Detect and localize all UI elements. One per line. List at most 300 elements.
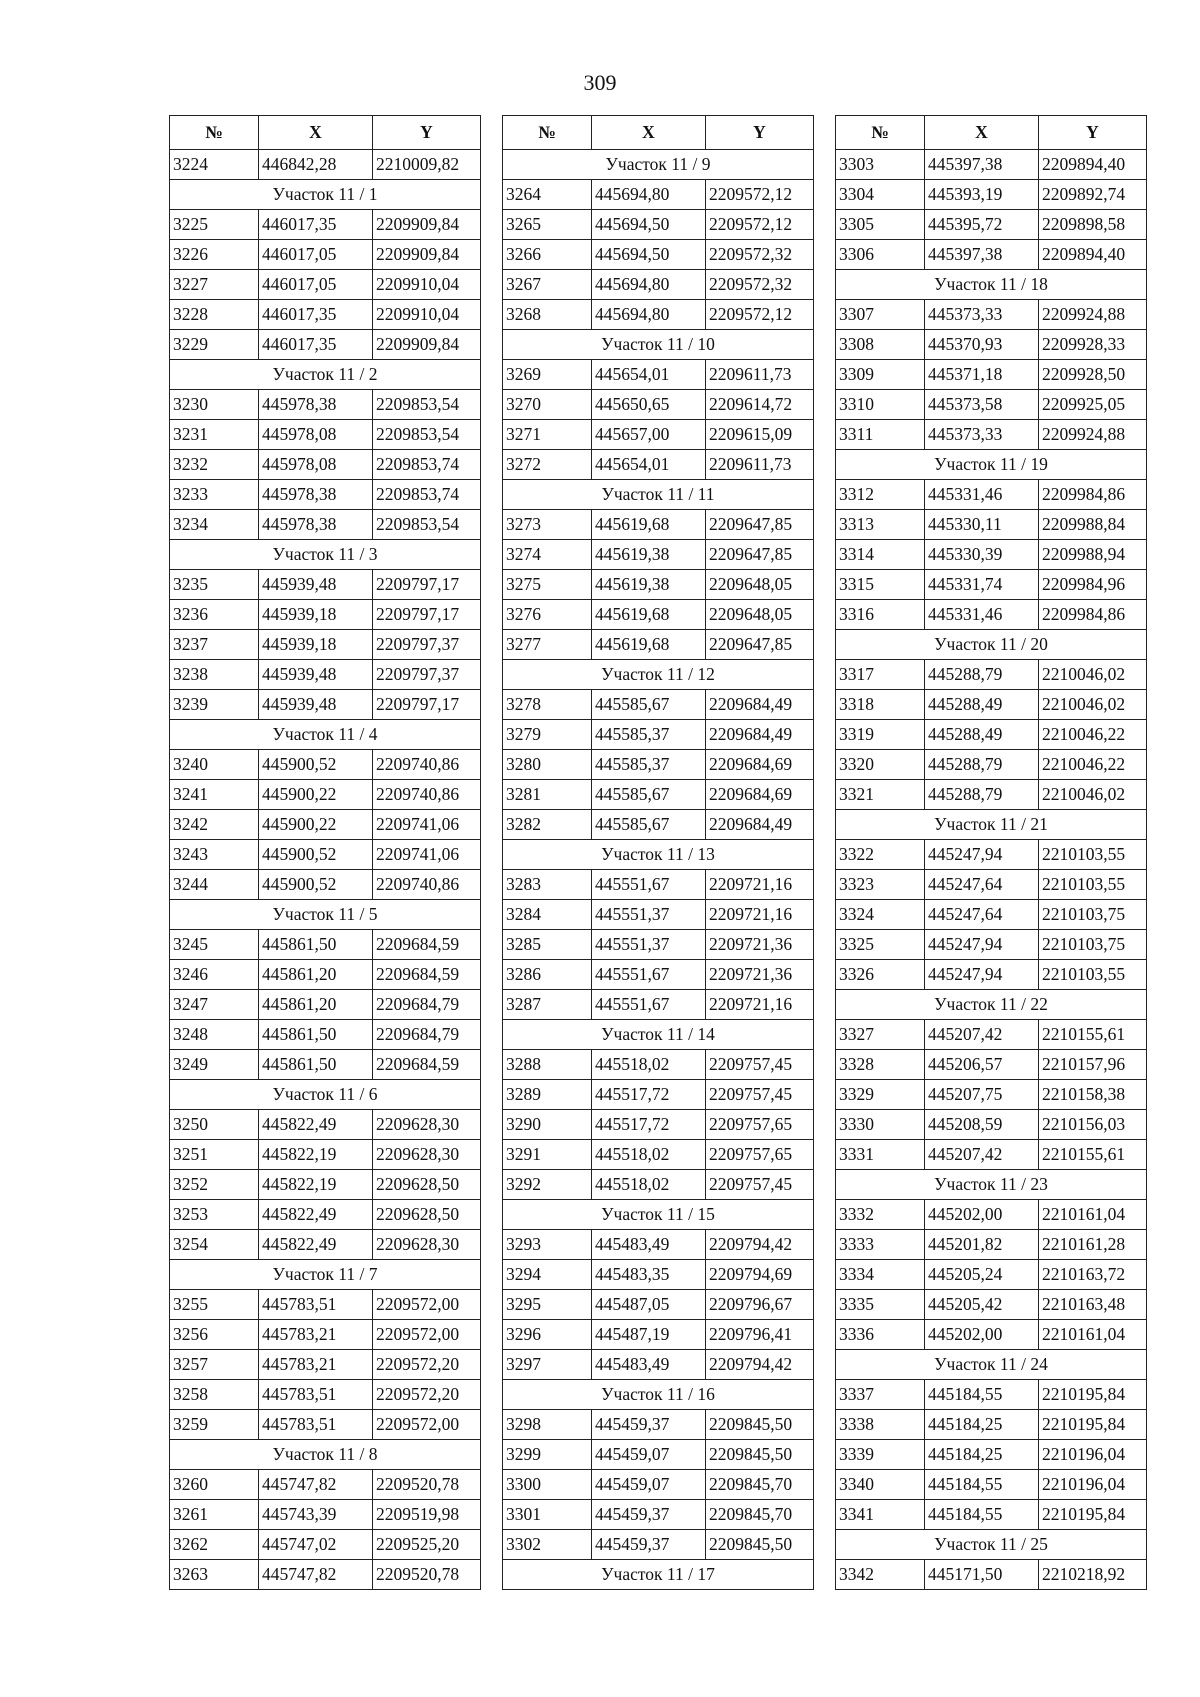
section-label: Участок 11 / 9	[503, 150, 814, 180]
y-coordinate-cell: 2209757,45	[706, 1170, 814, 1200]
x-coordinate-cell: 445822,49	[259, 1230, 373, 1260]
table-row	[170, 1050, 481, 1080]
y-coordinate-cell: 2209684,49	[706, 810, 814, 840]
section-label: Участок 11 / 25	[836, 1530, 1147, 1560]
section-label: Участок 11 / 8	[170, 1440, 481, 1470]
x-coordinate-cell: 445395,72	[925, 210, 1039, 240]
table-row	[170, 510, 481, 540]
table-row	[836, 1500, 1147, 1530]
x-coordinate-cell: 445619,38	[592, 540, 706, 570]
x-coordinate-cell: 445247,64	[925, 870, 1039, 900]
header-number: №	[836, 116, 925, 150]
y-coordinate-cell: 2209892,74	[1039, 180, 1147, 210]
header-y: Y	[373, 116, 481, 150]
section-label: Участок 11 / 10	[503, 330, 814, 360]
y-coordinate-cell: 2210161,04	[1039, 1320, 1147, 1350]
x-coordinate-cell: 445483,49	[592, 1230, 706, 1260]
point-number-cell: 3282	[503, 810, 592, 840]
x-coordinate-cell: 445370,93	[925, 330, 1039, 360]
table-row	[836, 1320, 1147, 1350]
y-coordinate-cell: 2209614,72	[706, 390, 814, 420]
point-number-cell: 3336	[836, 1320, 925, 1350]
point-number-cell: 3324	[836, 900, 925, 930]
point-number-cell: 3230	[170, 390, 259, 420]
section-label: Участок 11 / 16	[503, 1380, 814, 1410]
x-coordinate-cell: 445288,79	[925, 660, 1039, 690]
x-coordinate-cell: 445822,19	[259, 1140, 373, 1170]
table-row	[170, 1560, 481, 1590]
x-coordinate-cell: 445288,79	[925, 780, 1039, 810]
table-row	[170, 300, 481, 330]
point-number-cell: 3239	[170, 690, 259, 720]
y-coordinate-cell: 2209572,00	[373, 1290, 481, 1320]
y-coordinate-cell: 2209853,54	[373, 390, 481, 420]
table-row	[170, 210, 481, 240]
y-coordinate-cell: 2209572,12	[706, 180, 814, 210]
table-row	[503, 420, 814, 450]
point-number-cell: 3298	[503, 1410, 592, 1440]
table-row	[836, 750, 1147, 780]
table-row	[503, 210, 814, 240]
x-coordinate-cell: 445694,80	[592, 180, 706, 210]
header-x: X	[259, 116, 373, 150]
x-coordinate-cell: 445184,25	[925, 1440, 1039, 1470]
y-coordinate-cell: 2210103,55	[1039, 840, 1147, 870]
section-row	[170, 1260, 481, 1290]
point-number-cell: 3296	[503, 1320, 592, 1350]
point-number-cell: 3305	[836, 210, 925, 240]
y-coordinate-cell: 2209628,30	[373, 1140, 481, 1170]
y-coordinate-cell: 2209797,17	[373, 690, 481, 720]
y-coordinate-cell: 2210195,84	[1039, 1410, 1147, 1440]
point-number-cell: 3303	[836, 150, 925, 180]
point-number-cell: 3327	[836, 1020, 925, 1050]
y-coordinate-cell: 2209909,84	[373, 210, 481, 240]
y-coordinate-cell: 2210103,75	[1039, 930, 1147, 960]
x-coordinate-cell: 445202,00	[925, 1320, 1039, 1350]
point-number-cell: 3276	[503, 600, 592, 630]
x-coordinate-cell: 445783,51	[259, 1410, 373, 1440]
x-coordinate-cell: 445939,18	[259, 630, 373, 660]
x-coordinate-cell: 445247,94	[925, 930, 1039, 960]
x-coordinate-cell: 445861,20	[259, 960, 373, 990]
y-coordinate-cell: 2209988,84	[1039, 510, 1147, 540]
y-coordinate-cell: 2209572,12	[706, 300, 814, 330]
x-coordinate-cell: 445205,24	[925, 1260, 1039, 1290]
section-label: Участок 11 / 17	[503, 1560, 814, 1590]
point-number-cell: 3288	[503, 1050, 592, 1080]
table-row	[503, 1050, 814, 1080]
table-row	[503, 1320, 814, 1350]
y-coordinate-cell: 2210196,04	[1039, 1470, 1147, 1500]
point-number-cell: 3249	[170, 1050, 259, 1080]
table-row	[836, 570, 1147, 600]
y-coordinate-cell: 2209628,30	[373, 1230, 481, 1260]
x-coordinate-cell: 445551,37	[592, 930, 706, 960]
point-number-cell: 3290	[503, 1110, 592, 1140]
table-row	[170, 1110, 481, 1140]
y-coordinate-cell: 2209797,17	[373, 570, 481, 600]
y-coordinate-cell: 2209845,50	[706, 1440, 814, 1470]
y-coordinate-cell: 2210161,28	[1039, 1230, 1147, 1260]
table-row	[170, 1380, 481, 1410]
y-coordinate-cell: 2209572,00	[373, 1320, 481, 1350]
point-number-cell: 3316	[836, 600, 925, 630]
y-coordinate-cell: 2209684,79	[373, 990, 481, 1020]
table-row	[170, 1320, 481, 1350]
x-coordinate-cell: 446842,28	[259, 150, 373, 180]
section-row	[170, 1440, 481, 1470]
table-row	[503, 510, 814, 540]
table-row	[836, 660, 1147, 690]
y-coordinate-cell: 2210156,03	[1039, 1110, 1147, 1140]
y-coordinate-cell: 2209853,74	[373, 450, 481, 480]
table-row	[170, 1140, 481, 1170]
point-number-cell: 3265	[503, 210, 592, 240]
table-row	[836, 1140, 1147, 1170]
table-row	[170, 1200, 481, 1230]
point-number-cell: 3317	[836, 660, 925, 690]
x-coordinate-cell: 445483,49	[592, 1350, 706, 1380]
point-number-cell: 3274	[503, 540, 592, 570]
point-number-cell: 3253	[170, 1200, 259, 1230]
table-row	[503, 600, 814, 630]
y-coordinate-cell: 2209757,45	[706, 1050, 814, 1080]
x-coordinate-cell: 445861,50	[259, 1020, 373, 1050]
point-number-cell: 3252	[170, 1170, 259, 1200]
point-number-cell: 3259	[170, 1410, 259, 1440]
table-row	[170, 270, 481, 300]
y-coordinate-cell: 2209924,88	[1039, 300, 1147, 330]
table-row	[836, 420, 1147, 450]
x-coordinate-cell: 445900,52	[259, 750, 373, 780]
section-row	[836, 630, 1147, 660]
table-row	[836, 1470, 1147, 1500]
y-coordinate-cell: 2209572,00	[373, 1410, 481, 1440]
table-row	[170, 990, 481, 1020]
point-number-cell: 3225	[170, 210, 259, 240]
table-row	[836, 1200, 1147, 1230]
x-coordinate-cell: 446017,35	[259, 300, 373, 330]
table-row	[503, 570, 814, 600]
x-coordinate-cell: 445861,50	[259, 930, 373, 960]
x-coordinate-cell: 445654,01	[592, 450, 706, 480]
table-row	[836, 1260, 1147, 1290]
table-row	[170, 690, 481, 720]
x-coordinate-cell: 445459,07	[592, 1440, 706, 1470]
table-row	[503, 1170, 814, 1200]
y-coordinate-cell: 2209794,42	[706, 1350, 814, 1380]
point-number-cell: 3273	[503, 510, 592, 540]
y-coordinate-cell: 2209797,37	[373, 630, 481, 660]
point-number-cell: 3297	[503, 1350, 592, 1380]
x-coordinate-cell: 445585,37	[592, 750, 706, 780]
x-coordinate-cell: 445657,00	[592, 420, 706, 450]
table-row	[503, 750, 814, 780]
point-number-cell: 3325	[836, 930, 925, 960]
x-coordinate-cell: 445202,00	[925, 1200, 1039, 1230]
x-coordinate-cell: 445939,18	[259, 600, 373, 630]
y-coordinate-cell: 2209984,96	[1039, 570, 1147, 600]
point-number-cell: 3310	[836, 390, 925, 420]
y-coordinate-cell: 2209898,58	[1039, 210, 1147, 240]
x-coordinate-cell: 445207,42	[925, 1140, 1039, 1170]
point-number-cell: 3286	[503, 960, 592, 990]
x-coordinate-cell: 446017,35	[259, 330, 373, 360]
x-coordinate-cell: 445783,51	[259, 1380, 373, 1410]
header-x: X	[925, 116, 1039, 150]
y-coordinate-cell: 2209525,20	[373, 1530, 481, 1560]
x-coordinate-cell: 445393,19	[925, 180, 1039, 210]
point-number-cell: 3247	[170, 990, 259, 1020]
y-coordinate-cell: 2210158,38	[1039, 1080, 1147, 1110]
table-row	[170, 1350, 481, 1380]
table-row	[170, 1470, 481, 1500]
x-coordinate-cell: 445747,02	[259, 1530, 373, 1560]
table-row	[503, 360, 814, 390]
point-number-cell: 3301	[503, 1500, 592, 1530]
point-number-cell: 3323	[836, 870, 925, 900]
y-coordinate-cell: 2209740,86	[373, 750, 481, 780]
y-coordinate-cell: 2209928,33	[1039, 330, 1147, 360]
x-coordinate-cell: 445247,94	[925, 960, 1039, 990]
point-number-cell: 3337	[836, 1380, 925, 1410]
point-number-cell: 3341	[836, 1500, 925, 1530]
table-row	[503, 720, 814, 750]
x-coordinate-cell: 445206,57	[925, 1050, 1039, 1080]
table-row	[170, 840, 481, 870]
table-row	[503, 1410, 814, 1440]
table-row	[170, 1410, 481, 1440]
x-coordinate-cell: 445939,48	[259, 660, 373, 690]
y-coordinate-cell: 2209853,74	[373, 480, 481, 510]
y-coordinate-cell: 2210046,22	[1039, 720, 1147, 750]
y-coordinate-cell: 2209853,54	[373, 420, 481, 450]
table-row	[503, 390, 814, 420]
point-number-cell: 3294	[503, 1260, 592, 1290]
y-coordinate-cell: 2209845,50	[706, 1530, 814, 1560]
x-coordinate-cell: 445371,18	[925, 360, 1039, 390]
y-coordinate-cell: 2209797,17	[373, 600, 481, 630]
x-coordinate-cell: 445397,38	[925, 150, 1039, 180]
section-row	[503, 1380, 814, 1410]
point-number-cell: 3277	[503, 630, 592, 660]
y-coordinate-cell: 2210155,61	[1039, 1140, 1147, 1170]
x-coordinate-cell: 445619,38	[592, 570, 706, 600]
x-coordinate-cell: 445551,37	[592, 900, 706, 930]
x-coordinate-cell: 445822,19	[259, 1170, 373, 1200]
x-coordinate-cell: 445373,33	[925, 300, 1039, 330]
x-coordinate-cell: 445459,37	[592, 1500, 706, 1530]
x-coordinate-cell: 445585,37	[592, 720, 706, 750]
y-coordinate-cell: 2209721,16	[706, 900, 814, 930]
table-row	[170, 1530, 481, 1560]
y-coordinate-cell: 2209684,59	[373, 930, 481, 960]
point-number-cell: 3267	[503, 270, 592, 300]
point-number-cell: 3315	[836, 570, 925, 600]
point-number-cell: 3260	[170, 1470, 259, 1500]
x-coordinate-cell: 445518,02	[592, 1140, 706, 1170]
y-coordinate-cell: 2210218,92	[1039, 1560, 1147, 1590]
section-row	[836, 1350, 1147, 1380]
y-coordinate-cell: 2209740,86	[373, 870, 481, 900]
section-label: Участок 11 / 14	[503, 1020, 814, 1050]
section-row	[170, 1080, 481, 1110]
y-coordinate-cell: 2209519,98	[373, 1500, 481, 1530]
y-coordinate-cell: 2209909,84	[373, 240, 481, 270]
x-coordinate-cell: 445184,25	[925, 1410, 1039, 1440]
y-coordinate-cell: 2209628,50	[373, 1200, 481, 1230]
point-number-cell: 3246	[170, 960, 259, 990]
point-number-cell: 3242	[170, 810, 259, 840]
y-coordinate-cell: 2209647,85	[706, 510, 814, 540]
table-row	[836, 690, 1147, 720]
y-coordinate-cell: 2209628,50	[373, 1170, 481, 1200]
table-row	[170, 1020, 481, 1050]
y-coordinate-cell: 2209520,78	[373, 1470, 481, 1500]
point-number-cell: 3280	[503, 750, 592, 780]
y-coordinate-cell: 2209721,36	[706, 930, 814, 960]
point-number-cell: 3224	[170, 150, 259, 180]
x-coordinate-cell: 445822,49	[259, 1110, 373, 1140]
point-number-cell: 3237	[170, 630, 259, 660]
table-row	[836, 1080, 1147, 1110]
y-coordinate-cell: 2209648,05	[706, 570, 814, 600]
y-coordinate-cell: 2209984,86	[1039, 600, 1147, 630]
y-coordinate-cell: 2209988,94	[1039, 540, 1147, 570]
x-coordinate-cell: 445373,58	[925, 390, 1039, 420]
table-header-row	[836, 116, 1147, 150]
point-number-cell: 3251	[170, 1140, 259, 1170]
y-coordinate-cell: 2209894,40	[1039, 240, 1147, 270]
x-coordinate-cell: 445551,67	[592, 870, 706, 900]
section-row	[836, 1530, 1147, 1560]
point-number-cell: 3256	[170, 1320, 259, 1350]
y-coordinate-cell: 2209894,40	[1039, 150, 1147, 180]
coordinate-table-2	[502, 115, 814, 1590]
point-number-cell: 3241	[170, 780, 259, 810]
table-row	[836, 330, 1147, 360]
point-number-cell: 3332	[836, 1200, 925, 1230]
point-number-cell: 3244	[170, 870, 259, 900]
table-row	[503, 780, 814, 810]
section-row	[503, 1200, 814, 1230]
point-number-cell: 3340	[836, 1470, 925, 1500]
point-number-cell: 3281	[503, 780, 592, 810]
point-number-cell: 3291	[503, 1140, 592, 1170]
section-label: Участок 11 / 21	[836, 810, 1147, 840]
section-label: Участок 11 / 4	[170, 720, 481, 750]
x-coordinate-cell: 445783,21	[259, 1350, 373, 1380]
table-row	[503, 960, 814, 990]
x-coordinate-cell: 445747,82	[259, 1560, 373, 1590]
point-number-cell: 3302	[503, 1530, 592, 1560]
point-number-cell: 3248	[170, 1020, 259, 1050]
point-number-cell: 3250	[170, 1110, 259, 1140]
x-coordinate-cell: 445331,46	[925, 600, 1039, 630]
y-coordinate-cell: 2209572,32	[706, 240, 814, 270]
table-row	[836, 960, 1147, 990]
x-coordinate-cell: 445619,68	[592, 600, 706, 630]
point-number-cell: 3264	[503, 180, 592, 210]
x-coordinate-cell: 445247,64	[925, 900, 1039, 930]
table-row	[170, 1170, 481, 1200]
y-coordinate-cell: 2210163,48	[1039, 1290, 1147, 1320]
point-number-cell: 3307	[836, 300, 925, 330]
table-row	[836, 930, 1147, 960]
table-row	[503, 1350, 814, 1380]
section-row	[503, 480, 814, 510]
x-coordinate-cell: 445939,48	[259, 570, 373, 600]
y-coordinate-cell: 2210155,61	[1039, 1020, 1147, 1050]
point-number-cell: 3268	[503, 300, 592, 330]
table-row	[170, 810, 481, 840]
x-coordinate-cell: 445483,35	[592, 1260, 706, 1290]
x-coordinate-cell: 445331,74	[925, 570, 1039, 600]
y-coordinate-cell: 2209684,69	[706, 780, 814, 810]
y-coordinate-cell: 2209572,12	[706, 210, 814, 240]
table-row	[836, 780, 1147, 810]
x-coordinate-cell: 445208,59	[925, 1110, 1039, 1140]
section-label: Участок 11 / 19	[836, 450, 1147, 480]
table-row	[503, 870, 814, 900]
table-row	[503, 540, 814, 570]
section-row	[170, 180, 481, 210]
table-row	[836, 150, 1147, 180]
x-coordinate-cell: 446017,35	[259, 210, 373, 240]
x-coordinate-cell: 445978,38	[259, 390, 373, 420]
table-row	[170, 1290, 481, 1320]
x-coordinate-cell: 445373,33	[925, 420, 1039, 450]
section-row	[836, 270, 1147, 300]
y-coordinate-cell: 2209796,67	[706, 1290, 814, 1320]
section-label: Участок 11 / 3	[170, 540, 481, 570]
table-row	[836, 1230, 1147, 1260]
x-coordinate-cell: 445861,50	[259, 1050, 373, 1080]
table-row	[836, 300, 1147, 330]
y-coordinate-cell: 2209684,49	[706, 690, 814, 720]
point-number-cell: 3233	[170, 480, 259, 510]
x-coordinate-cell: 445205,42	[925, 1290, 1039, 1320]
y-coordinate-cell: 2209910,04	[373, 270, 481, 300]
point-number-cell: 3283	[503, 870, 592, 900]
section-label: Участок 11 / 15	[503, 1200, 814, 1230]
table-row	[503, 1230, 814, 1260]
x-coordinate-cell: 445650,65	[592, 390, 706, 420]
point-number-cell: 3257	[170, 1350, 259, 1380]
table-row	[503, 810, 814, 840]
x-coordinate-cell: 445459,37	[592, 1410, 706, 1440]
y-coordinate-cell: 2209794,69	[706, 1260, 814, 1290]
section-label: Участок 11 / 7	[170, 1260, 481, 1290]
point-number-cell: 3287	[503, 990, 592, 1020]
y-coordinate-cell: 2209721,36	[706, 960, 814, 990]
table-row	[170, 240, 481, 270]
table-row	[170, 1500, 481, 1530]
table-row	[170, 330, 481, 360]
y-coordinate-cell: 2210195,84	[1039, 1380, 1147, 1410]
point-number-cell: 3295	[503, 1290, 592, 1320]
y-coordinate-cell: 2210046,02	[1039, 660, 1147, 690]
section-row	[503, 150, 814, 180]
header-y: Y	[1039, 116, 1147, 150]
x-coordinate-cell: 445331,46	[925, 480, 1039, 510]
y-coordinate-cell: 2209757,65	[706, 1140, 814, 1170]
point-number-cell: 3313	[836, 510, 925, 540]
point-number-cell: 3279	[503, 720, 592, 750]
y-coordinate-cell: 2209757,45	[706, 1080, 814, 1110]
x-coordinate-cell: 445978,08	[259, 420, 373, 450]
